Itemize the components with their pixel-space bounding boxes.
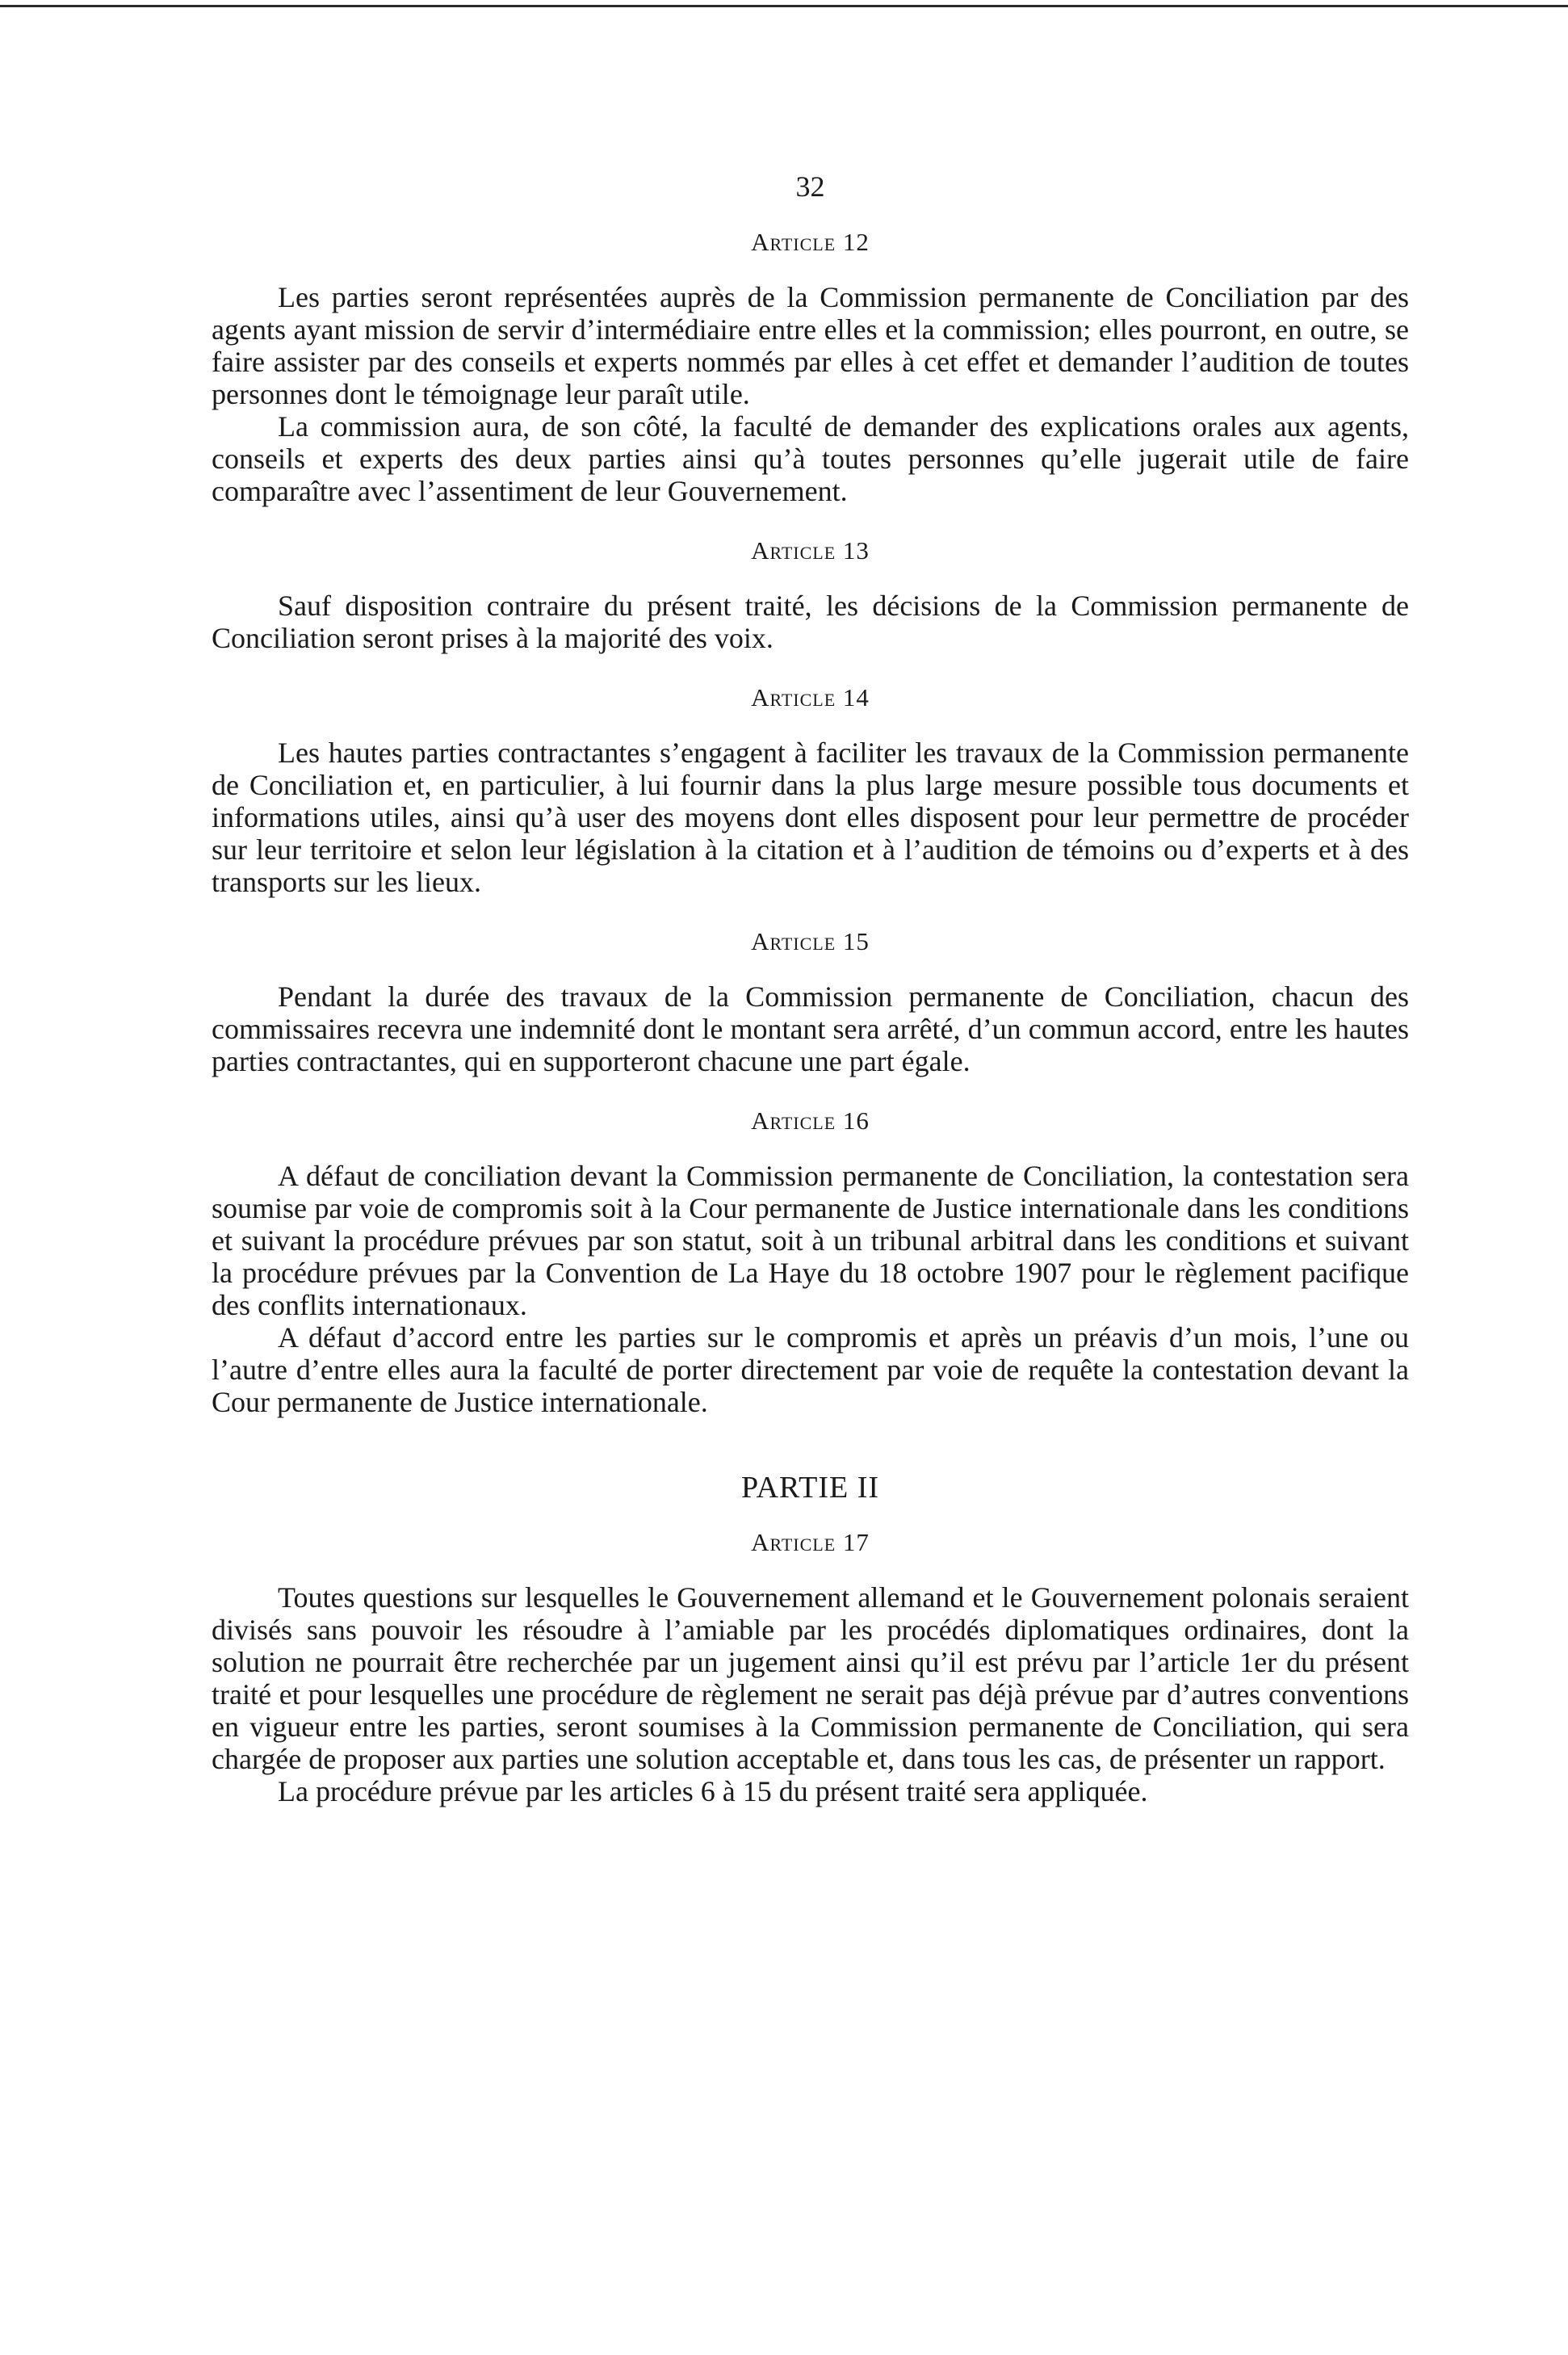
article-heading: Article 12 [751,228,870,256]
article-16 [212,1106,1409,1418]
article-paragraph: A défaut de conciliation devant la Commission permanente de Conciliation, la contestation sera soumise par voie de compromis soit à la Cour permanente de Justice internationale dans les conditions et suivant la procédure prévues par son statut, soit à un tribunal arbitral dans les conditions et suivant la procédure prévues par la Convention de La Haye du 18 octobre 1907 pour le règlement pacifique des conflits internationaux. [212,1160,1409,1321]
article-paragraph: A défaut d’accord entre les parties sur le compromis et après un préavis d’un mois, l’une ou l’autre d’entre elles aura la faculté de porter directement par voie de requête la contestation devant la Cour permanente de Justice internationale. [212,1321,1409,1418]
article-heading: Article 16 [751,1106,870,1135]
article-paragraph: Les hautes parties contractantes s’engagent à faciliter les travaux de la Commission permanente de Conciliation et, en particulier, à lui fournir dans la plus large mesure possible tous documents et informations utiles, ainsi qu’à user des moyens dont elles disposent pour leur permettre de procéder sur leur territoire et selon leur législation à la citation et à l’audition de témoins ou d’experts et à des transports sur les lieux. [212,737,1409,898]
article-heading: Article 15 [751,927,870,955]
article-paragraph: Sauf disposition contraire du présent traité, les décisions de la Commission permanente de Conciliation seront prises à la majorité des voix. [212,590,1409,654]
article-13 [212,536,1409,654]
article-heading: Article 17 [751,1528,870,1556]
article-paragraph: Les parties seront représentées auprès de la Commission permanente de Conciliation par des agents ayant mission de servir d’intermédiaire entre elles et la commission; elles pourront, en outre, se faire assister par des conseils et experts nommés par elles à cet effet et demander l’audition de toutes personnes dont le témoignage leur paraît utile. [212,281,1409,410]
scan-top-border [0,5,1568,7]
article-15 [212,927,1409,1077]
document-page [212,170,1409,1807]
article-heading: Article 13 [751,536,870,565]
article-paragraph: La commission aura, de son côté, la faculté de demander des explications orales aux agents, conseils et experts des deux parties ainsi qu’à toutes personnes qu’elle jugerait utile de faire comparaître avec l’assentiment de leur Gouvernement. [212,410,1409,507]
page-number: 32 [795,170,825,203]
article-heading: Article 14 [751,683,870,712]
article-14 [212,683,1409,898]
article-paragraph: La procédure prévue par les articles 6 à 15 du présent traité sera appliquée. [278,1775,1148,1807]
article-12 [212,228,1409,507]
article-paragraph: Toutes questions sur lesquelles le Gouvernement allemand et le Gouvernement polonais seraient divisés sans pouvoir les résoudre à l’amiable par les procédés diplomatiques ordinaires, dont la solution ne pourrait être recherchée par un jugement ainsi qu’il est prévu par l’article 1er du présent traité et pour lesquelles une procédure de règlement ne serait pas déjà prévue par d’autres conventions en vigueur entre les parties, seront soumises à la Commission permanente de Conciliation, qui sera chargée de proposer aux parties une solution acceptable et, dans tous les cas, de présenter un rapport. [212,1581,1409,1775]
article-17 [212,1528,1409,1807]
article-paragraph: Pendant la durée des travaux de la Commission permanente de Conciliation, chacun des commissaires recevra une indemnité dont le montant sera arrêté, d’un commun accord, entre les hautes parties contractantes, qui en supporteront chacune une part égale. [212,980,1409,1077]
part-title: PARTIE II [740,1471,880,1505]
